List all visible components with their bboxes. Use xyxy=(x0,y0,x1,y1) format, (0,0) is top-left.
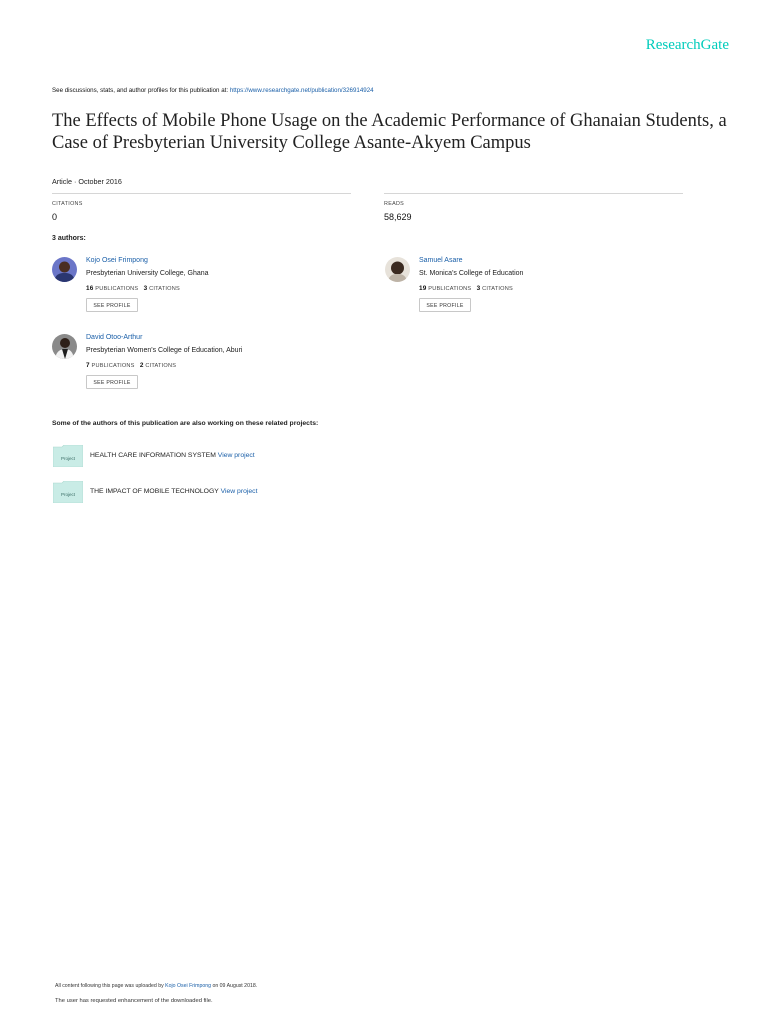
citations-count: 3 xyxy=(143,285,148,292)
researchgate-logo[interactable]: ResearchGate xyxy=(645,37,729,53)
uploader-link[interactable]: Kojo Osei Frimpong xyxy=(165,983,212,989)
upload-suffix: on 09 August 2018. xyxy=(211,983,258,989)
upload-note xyxy=(55,983,257,989)
enhancement-note: The user has requested enhancement of the downloaded file. xyxy=(55,998,213,1004)
author-name-link[interactable]: David Otoo-Arthur xyxy=(86,334,143,341)
see-profile-button[interactable]: SEE PROFILE xyxy=(419,298,471,312)
upload-prefix: All content following this page was uploaded by xyxy=(55,983,166,989)
project-badge: Project xyxy=(60,492,76,497)
citations-label: CITATIONS xyxy=(149,286,180,292)
author-photo-icon xyxy=(52,257,77,282)
author-name-link[interactable]: Samuel Asare xyxy=(419,257,463,264)
author-card xyxy=(52,334,352,404)
view-project-link[interactable]: View project xyxy=(220,488,258,495)
view-project-link[interactable]: View project xyxy=(217,452,255,459)
author-affiliation: Presbyterian Women's College of Education, Aburi xyxy=(86,347,243,354)
reads-value: 58,629 xyxy=(384,212,412,222)
related-projects-heading: Some of the authors of this publication are also working on these related projects: xyxy=(52,420,319,427)
author-affiliation: St. Monica's College of Education xyxy=(419,270,524,277)
reads-divider xyxy=(384,193,683,194)
publications-count: 7 xyxy=(86,362,90,369)
project-folder-icon xyxy=(53,445,83,467)
discussion-line xyxy=(52,87,374,94)
author-card xyxy=(52,257,352,327)
citations-count: 2 xyxy=(139,362,144,369)
citations-label: CITATIONS xyxy=(145,363,177,369)
article-type-date: Article · October 2016 xyxy=(52,177,122,186)
author-stats xyxy=(419,285,513,292)
author-stats xyxy=(86,362,176,369)
author-card xyxy=(385,257,685,327)
project-badge: Project xyxy=(60,456,76,461)
project-name: HEALTH CARE INFORMATION SYSTEM xyxy=(90,452,216,459)
publications-label: PUBLICATIONS xyxy=(95,286,139,292)
see-profile-button[interactable]: SEE PROFILE xyxy=(86,298,138,312)
citations-label: CITATIONS xyxy=(482,286,513,292)
author-affiliation: Presbyterian University College, Ghana xyxy=(86,270,209,277)
citations-divider xyxy=(52,193,351,194)
discussion-text: See discussions, stats, and author profiles for this publication at: xyxy=(52,87,230,94)
reads-label: READS xyxy=(384,201,405,207)
publications-count: 16 xyxy=(86,285,94,292)
project-text xyxy=(90,452,255,459)
citations-value: 0 xyxy=(52,212,58,222)
citations-count: 3 xyxy=(476,285,481,292)
avatar[interactable] xyxy=(52,257,77,282)
see-profile-button[interactable]: SEE PROFILE xyxy=(86,375,138,389)
project-item xyxy=(53,445,453,469)
publication-url-link[interactable]: https://www.researchgate.net/publication/326914924 xyxy=(229,87,374,94)
publications-count: 19 xyxy=(419,285,427,292)
publications-label: PUBLICATIONS xyxy=(428,286,472,292)
author-name-link[interactable]: Kojo Osei Frimpong xyxy=(86,257,148,264)
avatar[interactable] xyxy=(385,257,410,282)
project-item xyxy=(53,481,453,505)
avatar[interactable] xyxy=(52,334,77,359)
project-name: THE IMPACT OF MOBILE TECHNOLOGY xyxy=(90,488,219,495)
author-stats xyxy=(86,285,180,292)
citations-label: CITATIONS xyxy=(52,201,83,207)
publication-title: The Effects of Mobile Phone Usage on the Academic Performance of Ghanaian Students, a Case of Presbyterian University College Asante-Akyem Campus xyxy=(52,111,727,153)
author-photo-icon xyxy=(52,334,77,359)
publications-label: PUBLICATIONS xyxy=(91,363,135,369)
author-photo-icon xyxy=(385,257,410,282)
project-folder-icon xyxy=(53,481,83,503)
project-text xyxy=(90,488,257,495)
authors-count-label: 3 authors: xyxy=(52,235,86,242)
